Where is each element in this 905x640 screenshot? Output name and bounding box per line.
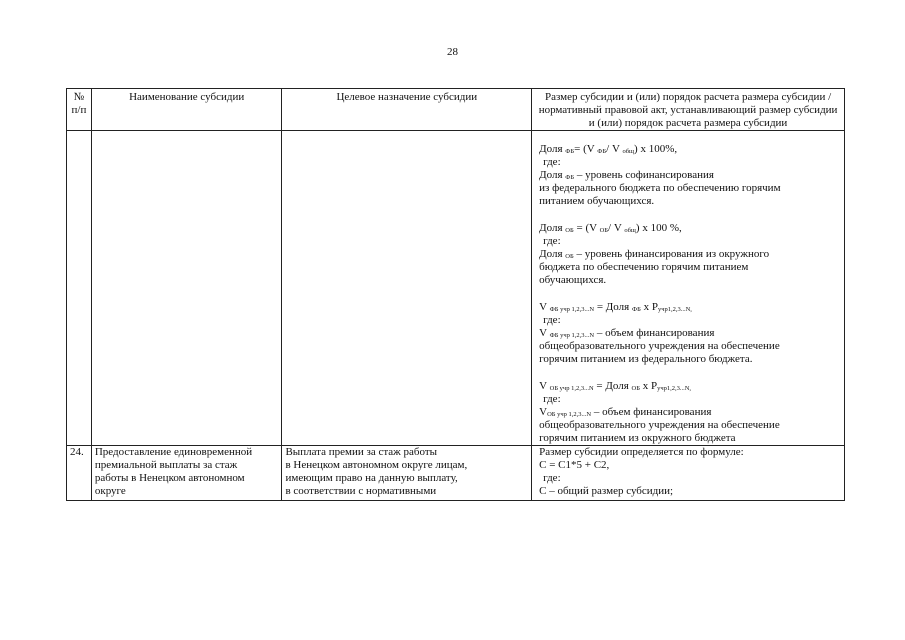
- where-label: где:: [543, 314, 561, 326]
- where-label: где:: [543, 156, 561, 168]
- definition-line: горячим питанием из федерального бюджета.: [539, 353, 753, 365]
- header-size: Размер субсидии и (или) порядок расчета размера субсидии / нормативный правовой акт, устанавливающий размер субсидии и (или) порядок расчета размера субсидии: [532, 89, 845, 131]
- text-line: премиальной выплаты за стаж: [94, 459, 238, 471]
- definition-line: общеобразовательного учреждения на обеспечение: [539, 340, 780, 352]
- text-line: округе: [94, 485, 126, 497]
- cell-number-empty: [67, 131, 92, 446]
- cell-purpose-empty: [282, 131, 532, 446]
- formula-fb-share: Доля $_{ФБ}$= (V $_{ФБ}$/ V $_{общ}$) х 100%,: [539, 143, 678, 155]
- table-header-row: [67, 89, 845, 131]
- text-line: работы в Ненецком автономном: [94, 472, 245, 484]
- cell-row-number: 24.: [67, 446, 92, 501]
- formula-ob-share: Доля $_{ОБ}$ = (V $_{ОБ}$/ V $_{общ}$) х 100 %,: [539, 222, 682, 234]
- formula-block-ob-volume: [539, 380, 841, 445]
- page-number: 28: [447, 46, 458, 58]
- text-line: С = С1*5 + С2,: [539, 459, 610, 471]
- definition-ob-volume: $V_{ОБ учр 1,2,3...N}$ – объем финансирования: [539, 406, 712, 418]
- cell-subsidy-name: [91, 446, 282, 501]
- definition-line: обучающихся.: [539, 274, 607, 286]
- definition-line: питанием обучающихся.: [539, 195, 655, 207]
- header-purpose: Целевое назначение субсидии: [282, 89, 532, 131]
- text-line: в соответствии с нормативными: [285, 485, 437, 497]
- text-line: где:: [543, 472, 561, 484]
- definition-fb-volume: V $_{ФБ учр 1,2,3...N}$ – объем финансирования: [539, 327, 715, 339]
- formula-fb-volume: V $_{ФБ учр 1,2,3...N}$ = Доля $_{ФБ}$ х $P_{учр1,2,3...N,}$: [539, 301, 692, 313]
- text-line: Выплата премии за стаж работы: [285, 446, 438, 458]
- formula-block-fb-volume: [539, 301, 841, 366]
- subsidy-table: [66, 88, 845, 501]
- definition-ob-share: Доля $_{ОБ}$ – уровень финансирования из окружного: [539, 248, 770, 260]
- cell-formulas: [532, 131, 845, 446]
- table-row-continuation: [67, 131, 845, 446]
- formula-ob-volume: V $_{ОБ учр 1,2,3...N}$ = Доля $_{ОБ}$ х $P_{учр1,2,3...N,}$: [539, 380, 692, 392]
- cell-size: [532, 446, 845, 501]
- definition-line: горячим питанием из окружного бюджета: [539, 432, 736, 444]
- where-label: где:: [543, 235, 561, 247]
- header-number: № п/п: [67, 89, 92, 131]
- cell-name-empty: [91, 131, 282, 446]
- header-subsidy-name: Наименование субсидии: [91, 89, 282, 131]
- text-line: имеющим право на данную выплату,: [285, 472, 458, 484]
- table-row-24: [67, 446, 845, 501]
- formula-block-fb-share: [539, 143, 841, 208]
- definition-line: из федерального бюджета по обеспечению горячим: [539, 182, 781, 194]
- where-label: где:: [543, 393, 561, 405]
- cell-purpose: [282, 446, 532, 501]
- definition-fb-share: Доля $_{ФБ}$ – уровень софинансирования: [539, 169, 714, 181]
- definition-line: общеобразовательного учреждения на обеспечение: [539, 419, 780, 431]
- text-line: в Ненецком автономном округе лицам,: [285, 459, 468, 471]
- definition-line: бюджета по обеспечению горячим питанием: [539, 261, 749, 273]
- text-line: Предоставление единовременной: [94, 446, 253, 458]
- formula-block-ob-share: [539, 222, 841, 287]
- text-line: Размер субсидии определяется по формуле:: [539, 446, 744, 458]
- text-line: С – общий размер субсидии;: [539, 485, 674, 497]
